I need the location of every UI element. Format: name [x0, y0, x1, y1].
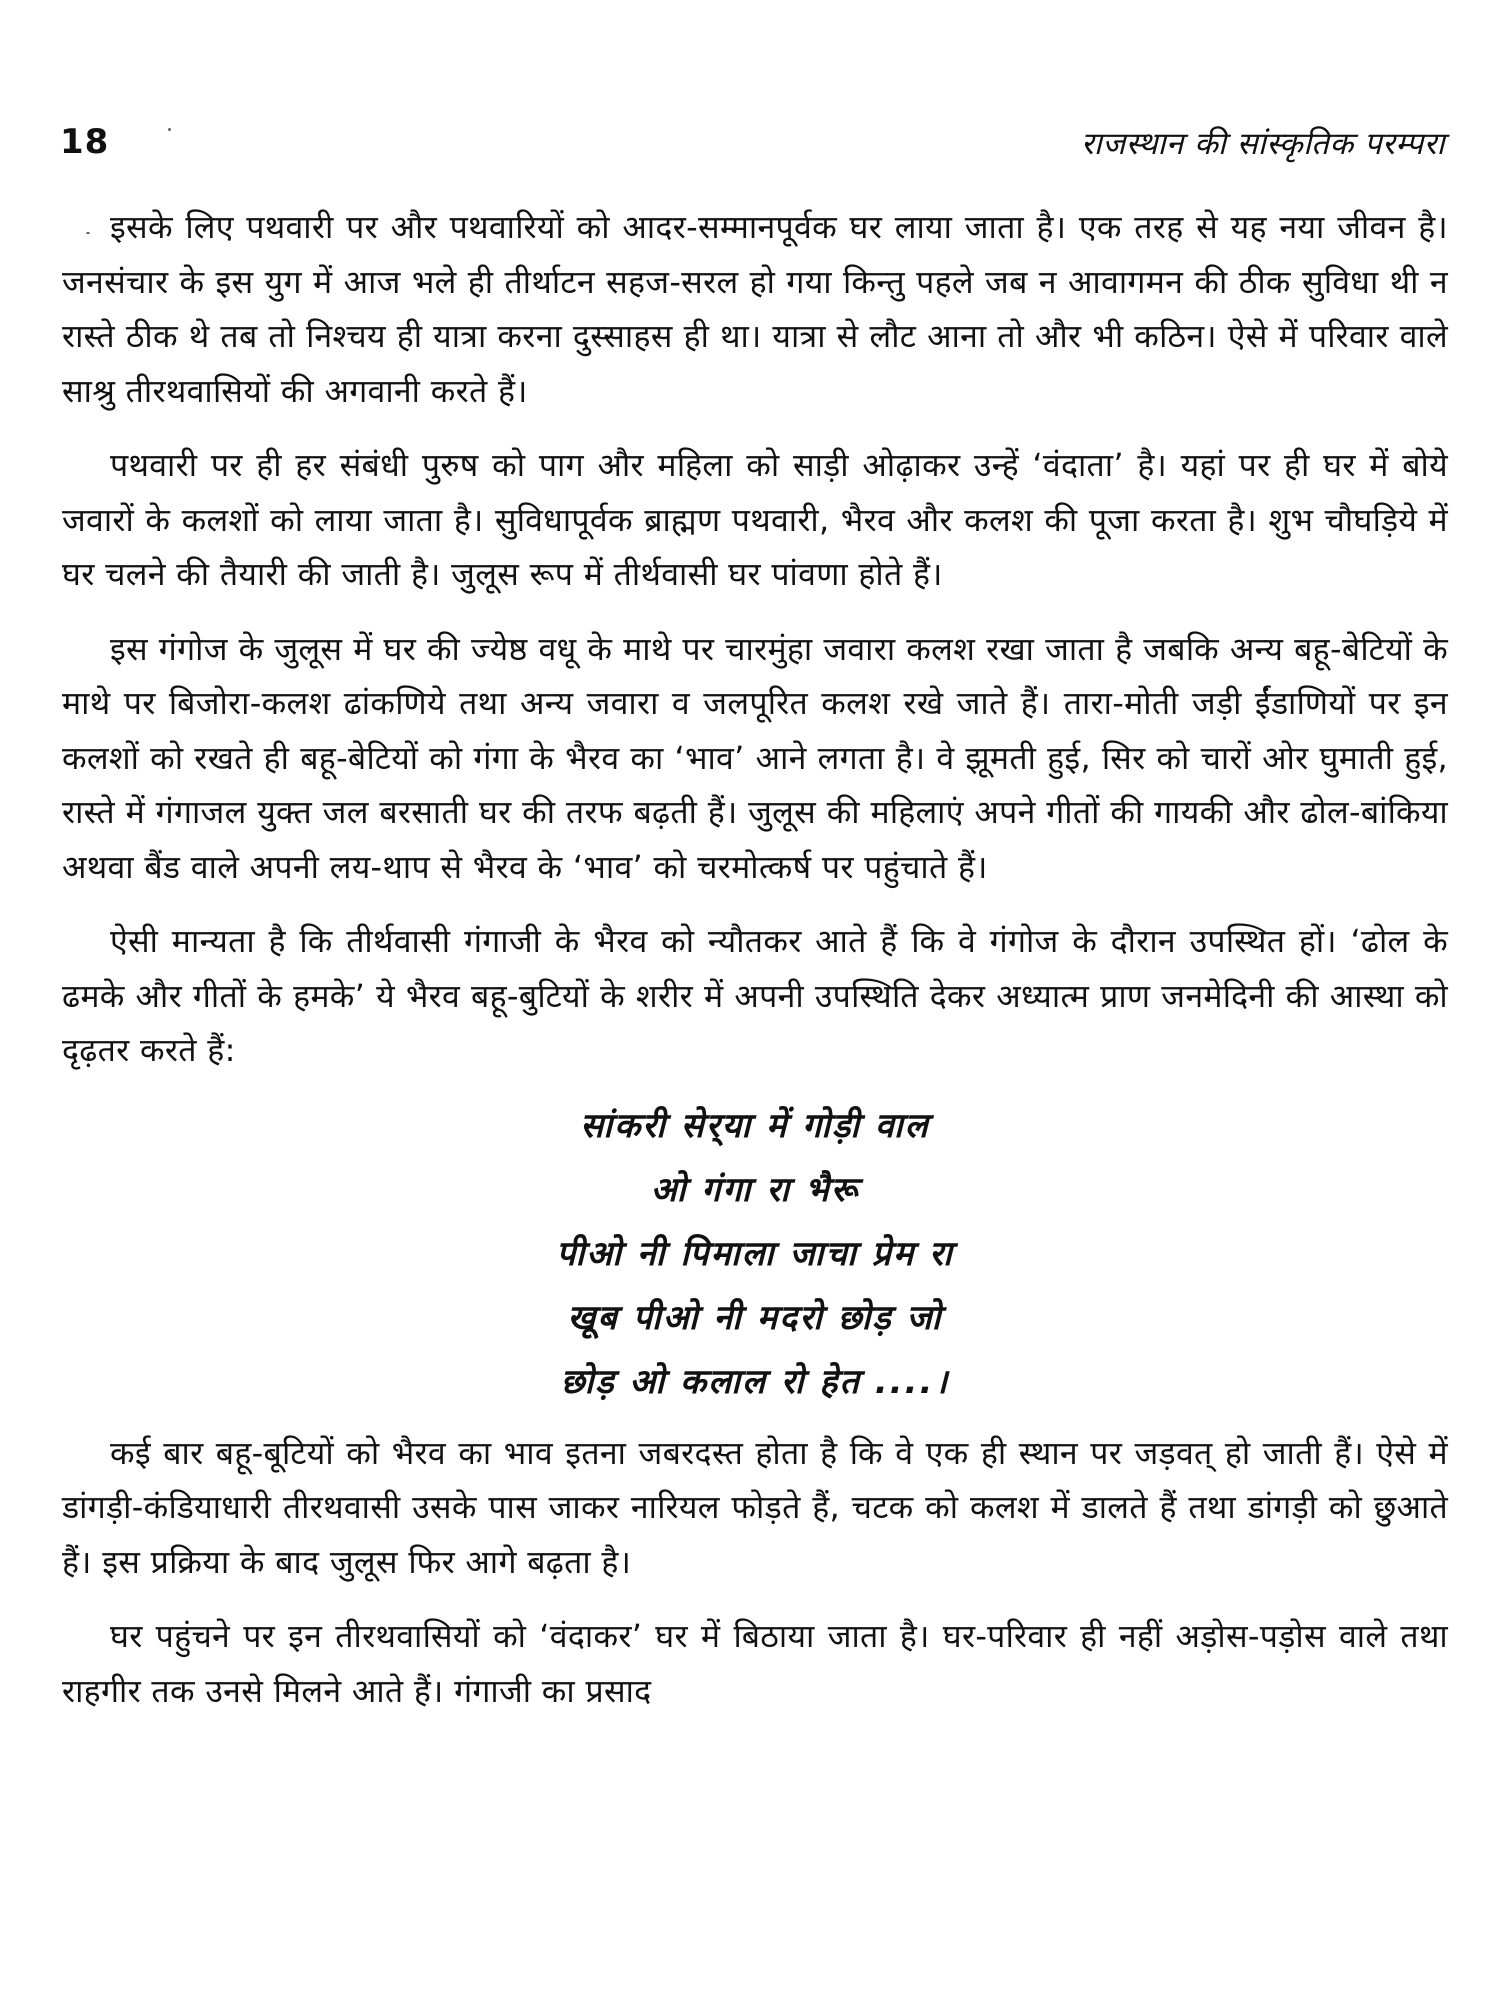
paragraph-bhairav-belief: ऐसी मान्यता है कि तीर्थवासी गंगाजी के भैरव को न्यौतकर आते हैं कि वे गंगोज के दौरान उपस्थित हों। ‘ढोल के ढमके और गीतों के हमके’ ये भैरव बहू-बुटियों के शरीर में अपनी उपस्थिति देकर अध्यात्म प्राण जनमेदिनी की आस्था को दृढ़तर करते हैं:: [62, 922, 1448, 1069]
paragraph-trance: कई बार बहू-बूटियों को भैरव का भाव इतना जबरदस्त होता है कि वे एक ही स्थान पर जड़वत् हो जाती हैं। ऐसे में डांगड़ी-कंडियाधारी तीरथवासी उसके पास जाकर नारियल फोड़ते हैं, चटक को कलश में डालते हैं तथा डांगड़ी को छुआते हैं। इस प्रक्रिया के बाद जुलूस फिर आगे बढ़ता है।: [62, 1433, 1448, 1581]
verse-line: खूब पीओ नी मदरो छोड़ जो: [567, 1297, 943, 1338]
folk-song-verse: [62, 1094, 1448, 1414]
paragraph-gangoj-procession: इस गंगोज के जुलूस में घर की ज्येष्ठ वधू के माथे पर चारमुंहा जवारा कलश रखा जाता है जबकि अन्य बहू-बेटियों के माथे पर बिजोरा-कलश ढांकणिये तथा अन्य जवारा व जलपूरित कलश रखे जाते हैं। तारा-मोती जड़ी ईंडाणियों पर इन कलशों को रखते ही बहू-बेटियों को गंगा के भैरव का ‘भाव’ आने लगता है। वे झूमती हुई, सिर को चारों ओर घुमाती हुई, रास्ते में गंगाजल युक्त जल बरसाती घर की तरफ बढ़ती हैं। जुलूस की महिलाएं अपने गीतों की गायकी और ढोल-बांकिया अथवा बैंड वाले अपनी लय-थाप से भैरव के ‘भाव’ को चरमोत्कर्ष पर पहुंचाते हैं।: [62, 629, 1448, 886]
paragraph-homecoming: घर पहुंचने पर इन तीरथवासियों को ‘वंदाकर’ घर में बिठाया जाता है। घर-परिवार ही नहीं अड़ोस-पड़ोस वाले तथा राहगीर तक उनसे मिलने आते हैं। गंगाजी का प्रसाद: [62, 1617, 1448, 1710]
paragraph-pathwari-return: इसके लिए पथवारी पर और पथवारियों को आदर-सम्मानपूर्वक घर लाया जाता है। एक तरह से यह नया जीवन है। जनसंचार के इस युग में आज भले ही तीर्थाटन सहज-सरल हो गया किन्तु पहले जब न आवागमन की ठीक सुविधा थी न रास्ते ठीक थे तब तो निश्चय ही यात्रा करना दुस्साहस ही था। यात्रा से लौट आना तो और भी कठिन। ऐसे में परिवार वाले साश्रु तीरथवासियों की अगवानी करते हैं।: [62, 208, 1448, 410]
verse-line: ओ गंगा रा भैरू: [650, 1169, 860, 1210]
running-title: राजस्थान की सांस्कृतिक परम्परा: [1081, 126, 1445, 162]
page-number: 18: [60, 122, 110, 162]
verse-line: सांकरी सेर्‌या में गोड़ी वाल: [580, 1105, 930, 1146]
verse-line: छोड़ ओ कलाल रो हेत ....।: [560, 1361, 950, 1402]
page-header: [60, 122, 1445, 178]
verse-line: पीओ नी पिमाला जाचा प्रेम रा: [556, 1233, 954, 1274]
body-text: [62, 200, 1448, 1738]
paragraph-vandata: पथवारी पर ही हर संबंधी पुरुष को पाग और महिला को साड़ी ओढ़ाकर उन्हें ‘वंदाता’ है। यहां पर ही घर में बोये जवारों के कलशों को लाया जाता है। सुविधापूर्वक ब्राह्मण पथवारी, भैरव और कलश की पूजा करता है। शुभ चौघड़िये में घर चलने की तैयारी की जाती है। जुलूस रूप में तीर्थवासी घर पांवणा होते हैं।: [62, 446, 1448, 593]
